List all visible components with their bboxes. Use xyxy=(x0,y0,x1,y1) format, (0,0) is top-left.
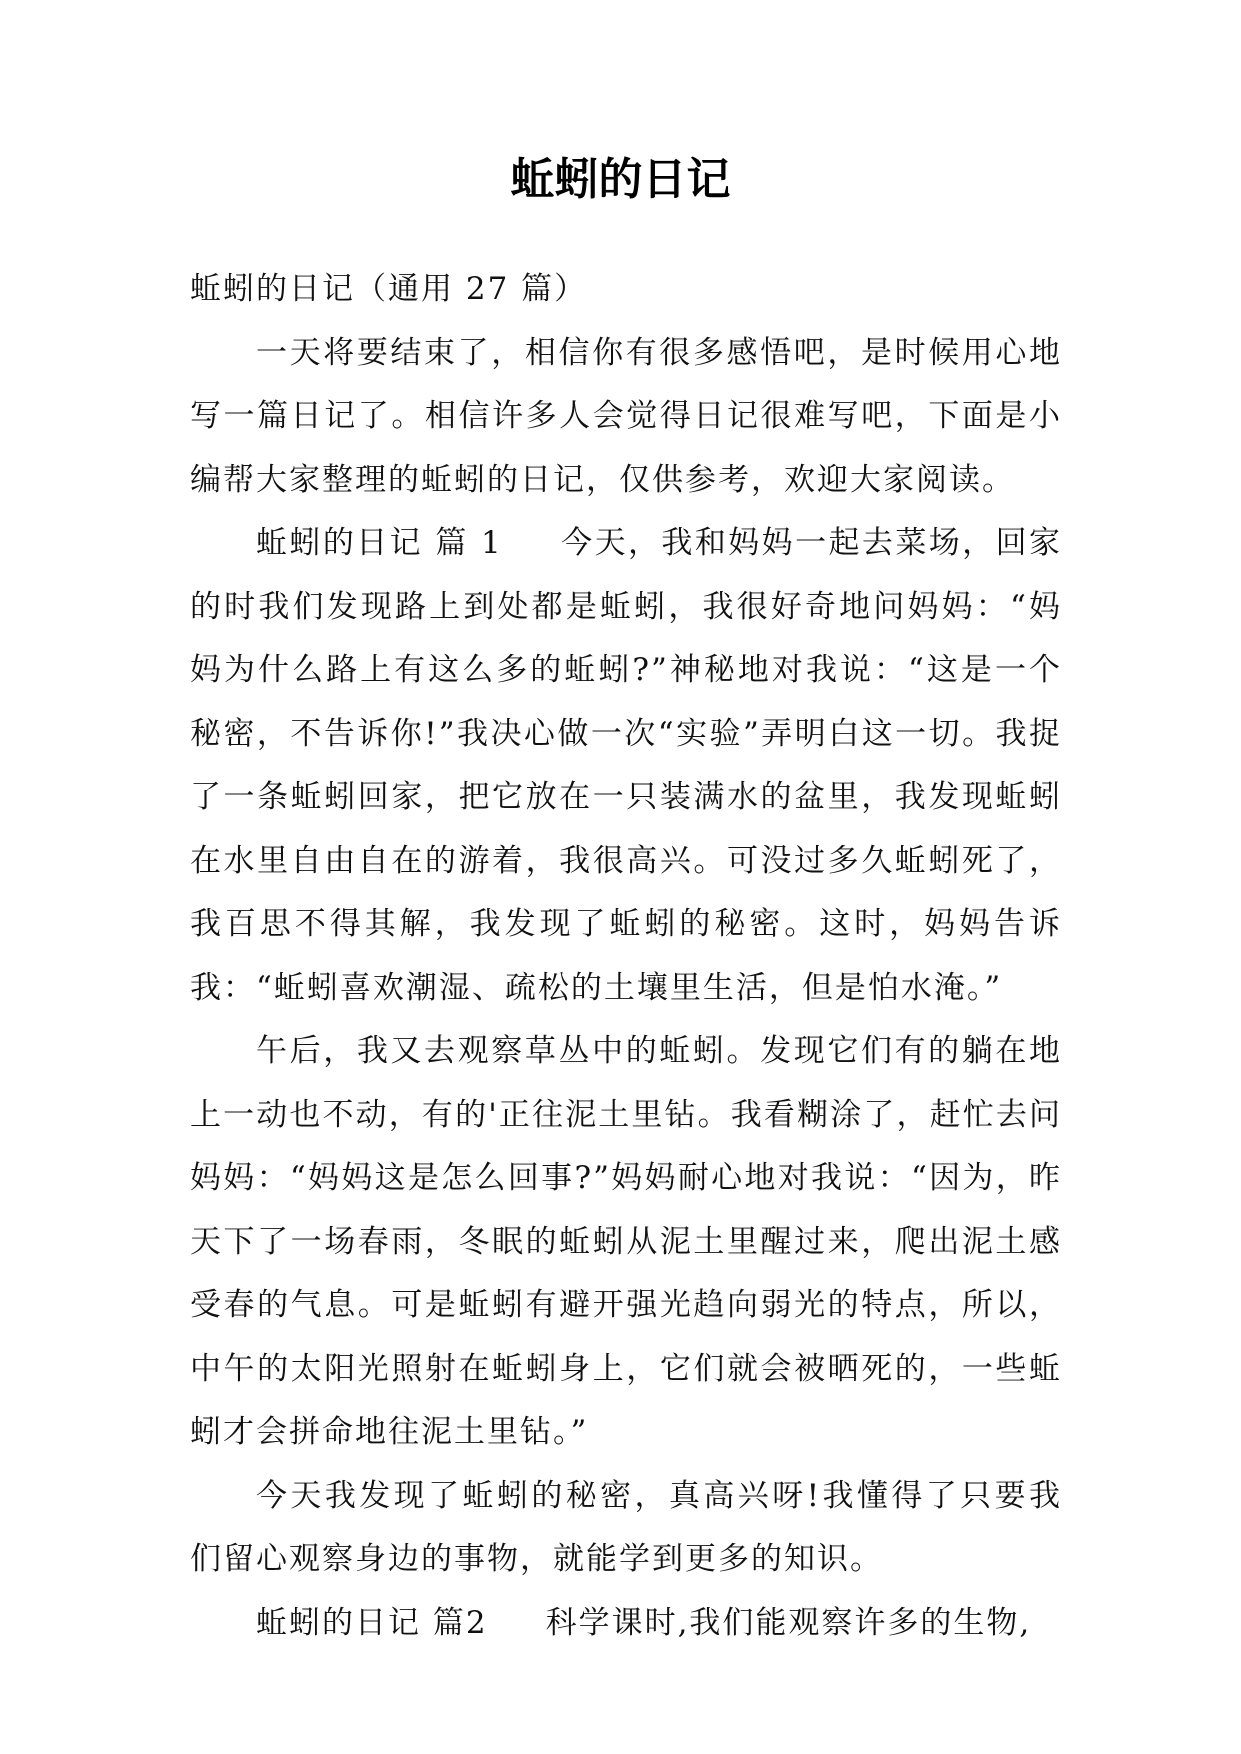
intro-paragraph: 一天将要结束了，相信你有很多感悟吧，是时候用心地写一篇日记了。相信许多人会觉得日记很难写吧，下面是小编帮大家整理的蚯蚓的日记，仅供参考，欢迎大家阅读。 xyxy=(190,334,1062,498)
document-body xyxy=(190,258,1062,1655)
entry-2-first-paragraph xyxy=(190,1592,1062,1656)
entry-1-paragraph-1: 今天，我和妈妈一起去菜场，回家的时我们发现路上到处都是蚯蚓，我很好奇地问妈妈：“妈妈为什么路上有这么多的蚯蚓?”神秘地对我说：“这是一个秘密，不告诉你!”我决心做一次“实验”弄明白这一切。我捉了一条蚯蚓回家，把它放在一只装满水的盆里，我发现蚯蚓在水里自由自在的游着，我很高兴。可没过多久蚯蚓死了，我百思不得其解，我发现了蚯蚓的秘密。这时，妈妈告诉我：“蚯蚓喜欢潮湿、疏松的土壤里生活，但是怕水淹。” xyxy=(190,525,1063,1006)
entry-1-paragraph-2: 午后，我又去观察草丛中的蚯蚓。发现它们有的躺在地上一动也不动，有的'正往泥土里钻。我看糊涂了，赶忙去问妈妈：“妈妈这是怎么回事?”妈妈耐心地对我说：“因为，昨天下了一场春雨，冬眠的蚯蚓从泥土里醒过来，爬出泥土感受春的气息。可是蚯蚓有避开强光趋向弱光的特点，所以，中午的太阳光照射在蚯蚓身上，它们就会被晒死的，一些蚯蚓才会拼命地往泥土里钻。” xyxy=(190,1033,1062,1450)
entry-1-heading: 蚯蚓的日记 篇 1 xyxy=(256,525,503,561)
entry-2-paragraph-1: 科学课时,我们能观察许多的生物, xyxy=(545,1604,1032,1641)
entry-2-heading: 蚯蚓的日记 篇2 xyxy=(256,1604,488,1641)
document-subtitle: 蚯蚓的日记（通用 27 篇） xyxy=(190,271,588,307)
entry-1-first-paragraph xyxy=(190,512,1062,1020)
document-title: 蚯蚓的日记 xyxy=(510,154,731,205)
entry-1-paragraph-3: 今天我发现了蚯蚓的秘密，真高兴呀!我懂得了只要我们留心观察身边的事物，就能学到更多的知识。 xyxy=(190,1477,1062,1577)
